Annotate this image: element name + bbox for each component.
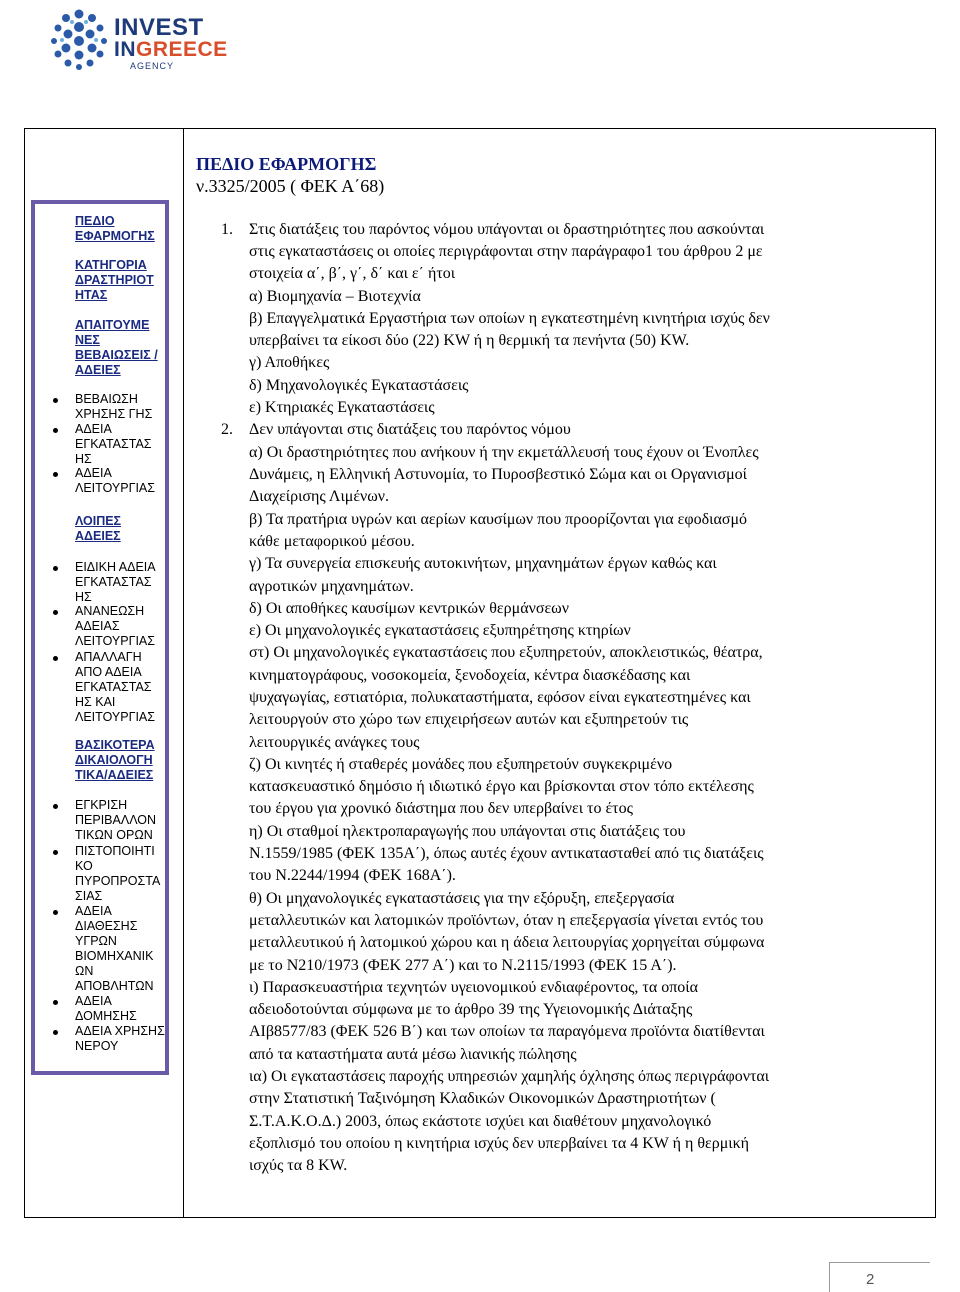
body-line: β) Επαγγελματικά Εργαστήρια των οποίων η εγκατεστημένη κινητήρια ισχύς δεν	[249, 310, 770, 327]
body-line: υπερβαίνει τα είκοσι δύο (22) KW ή η θερμική τα πενήντα (50) KW.	[249, 332, 690, 349]
sidebar-link-other-permits[interactable]: ΛΟΙΠΕΣ ΑΔΕΙΕΣ	[75, 514, 122, 543]
body-line: κινηματογράφους, νοσοκομεία, ξενοδοχεία, κέντρα διασκέδασης και	[249, 667, 691, 684]
divider-top	[24, 128, 936, 129]
sidebar-link-key-documents[interactable]: ΒΑΣΙΚΟΤΕΡΑ ΔΙΚΑΙΟΛΟΓΗ ΤΙΚΑ/ΑΔΕΙΕΣ	[75, 738, 155, 782]
sidebar-item-operation-permit[interactable]: ΑΔΕΙΑ ΛΕΙΤΟΥΡΓΙΑΣ	[75, 466, 155, 495]
sidebar-link-required-permits[interactable]: ΑΠΑΙΤΟΥΜΕ ΝΕΣ ΒΕΒΑΙΩΣΕΙΣ /ΑΔΕΙΕΣ	[75, 318, 158, 377]
body-line: α) Βιομηχανία – Βιοτεχνία	[249, 288, 421, 305]
body-line: ε) Κτηριακές Εγκαταστάσεις	[249, 399, 435, 416]
body-line: Δυνάμεις, η Ελληνική Αστυνομία, το Πυροσβεστικό Σώμα και οι Οργανισμοί	[249, 466, 747, 483]
body-line: ισχύς τα 8 KW.	[249, 1157, 348, 1174]
body-line: Δεν υπάγονται στις διατάξεις του παρόντος νόμου	[249, 421, 571, 438]
sidebar-item-exemption[interactable]: ΑΠΑΛΛΑΓΗ ΑΠΟ ΑΔΕΙΑ ΕΓΚΑΤΑΣΤΑΣ ΗΣ ΚΑΙ ΛΕΙΤΟΥΡΓΙΑΣ	[75, 650, 155, 724]
body-line: θ) Οι μηχανολογικές εγκαταστάσεις για την εξόρυξη, επεξεργασία	[249, 890, 675, 907]
law-reference: ν.3325/2005 ( ΦΕΚ Α΄68)	[196, 176, 385, 196]
divider-bottom	[24, 1217, 936, 1218]
sidebar-link-activity-category[interactable]: ΚΑΤΗΓΟΡΙΑ ΔΡΑΣΤΗΡΙΟΤ ΗΤΑΣ	[75, 258, 154, 302]
body-line: του Ν.2244/1994 (ΦΕΚ 168Α΄).	[249, 867, 456, 884]
body-line: μεταλλευτικού ή λατομικού χώρου και η άδεια λειτουργίας χορηγείται σύμφωνα	[249, 934, 765, 951]
body-line: ια) Οι εγκαταστάσεις παροχής υπηρεσιών χαμηλής όχλησης όπως περιγράφονται	[249, 1068, 770, 1085]
sidebar-nav	[31, 200, 169, 1075]
divider-middle	[183, 128, 184, 1218]
body-line: κάθε μεταφορικού μέσου.	[249, 533, 415, 550]
body-line: μεταλλευτικών και λατομικών προϊόντων, όταν η επεξεργασία γίνεται εντός του	[249, 912, 764, 929]
bullet-icon	[53, 472, 58, 477]
body-line: λειτουργούν στο χώρο των επιχειρήσεων αυτών και εξυπηρετούν τις	[249, 711, 689, 728]
body-line: γ) Τα συνεργεία επισκευής αυτοκινήτων, μηχανημάτων έργων καθώς και	[249, 555, 717, 572]
sidebar-item-wastewater-permit[interactable]: ΑΔΕΙΑ ΔΙΑΘΕΣΗΣ ΥΓΡΩΝ ΒΙΟΜΗΧΑΝΙΚ ΩΝ ΑΠΟΒΛΗΤΩΝ	[75, 904, 154, 993]
body-line: εξοπλισμό του οποίου η κινητήρια ισχύς δεν υπερβαίνει τα 4 KW ή η θερμική	[249, 1135, 750, 1152]
body-line: α) Οι δραστηριότητες που ανήκουν ή την εκμετάλλευσή τους έχουν οι Ένοπλες	[249, 444, 759, 461]
sidebar-item-environmental-approval[interactable]: ΕΓΚΡΙΣΗ ΠΕΡΙΒΑΛΛΟΝ ΤΙΚΩΝ ΟΡΩΝ	[75, 798, 157, 842]
body-line: στοιχεία α΄, β΄, γ΄, δ΄ και ε΄ ήτοι	[249, 265, 456, 282]
body-line: ι) Παρασκευαστήρια τεχνητών υγειονομικού ενδιαφέροντος, τα οποία	[249, 979, 698, 996]
logo-text-ingreece	[114, 38, 228, 62]
body-line: στην Στατιστική Ταξινόμηση Κλαδικών Οικονομικών Δραστηριοτήτων (	[249, 1090, 716, 1107]
divider-left	[24, 128, 25, 1218]
body-line: δ) Μηχανολογικές Εγκαταστάσεις	[249, 377, 469, 394]
invest-in-greece-logo	[48, 6, 248, 76]
body-line: από τα καταστήματα αυτά μέσω λιανικής πώλησης	[249, 1046, 577, 1063]
page-corner-v	[829, 1262, 830, 1292]
body-line: Ν.1559/1985 (ΦΕΚ 135Α΄), όπως αυτές έχουν αντικατασταθεί από τις διατάξεις	[249, 845, 764, 862]
logo-dots-icon	[48, 8, 110, 70]
sidebar-item-land-use[interactable]: ΒΕΒΑΙΩΣΗ ΧΡΗΣΗΣ ΓΗΣ	[75, 392, 153, 421]
page-corner-h	[830, 1262, 930, 1263]
bullet-icon	[53, 398, 58, 403]
body-line: ζ) Οι κινητές ή σταθερές μονάδες που εξυπηρετούν συγκεκριμένο	[249, 756, 673, 773]
body-line: Στις διατάξεις του παρόντος νόμου υπάγονται οι δραστηριότητες που ασκούνται	[249, 221, 765, 238]
body-line: ψυχαγωγίας, εστιατόρια, πολυκαταστήματα, εφόσον είναι εγκατεστημένες και	[249, 689, 751, 706]
logo-text-in: IN	[114, 38, 136, 61]
bullet-icon	[53, 850, 58, 855]
bullet-icon	[53, 610, 58, 615]
body-line: στ) Οι μηχανολογικές εγκαταστάσεις που εξυπηρετούν, αποκλειστικώς, θέατρα,	[249, 644, 763, 661]
body-line: Σ.Τ.Α.Κ.Ο.Δ.) 2003, όπως εκάστοτε ισχύει και διαθέτουν μηχανολογικό	[249, 1113, 712, 1130]
sidebar-link-scope[interactable]: ΠΕΔΙΟ ΕΦΑΡΜΟΓΗΣ	[75, 214, 155, 243]
body-line: γ) Αποθήκες	[249, 354, 330, 371]
bullet-icon	[53, 910, 58, 915]
body-line: Διαχείρισης Λιμένων.	[249, 488, 390, 505]
body-line: αδειοδοτούνται σύμφωνα με το άρθρο 39 της Υγειονομικής Διάταξης	[249, 1001, 693, 1018]
page-number: 2	[866, 1271, 875, 1288]
page-heading	[196, 153, 384, 197]
sidebar-item-installation-permit[interactable]: ΑΔΕΙΑ ΕΓΚΑΤΑΣΤΑΣ ΗΣ	[75, 422, 152, 466]
body-line: με το Ν210/1973 (ΦΕΚ 277 Α΄) και το Ν.2115/1993 (ΦΕΚ 15 Α΄).	[249, 957, 677, 974]
bullet-icon	[53, 804, 58, 809]
item-number-1: 1.	[221, 221, 233, 238]
body-line: ε) Οι μηχανολογικές εγκαταστάσεις εξυπηρέτησης κτηρίων	[249, 622, 631, 639]
body-line: λειτουργικές ανάγκες τους	[249, 734, 420, 751]
bullet-icon	[53, 428, 58, 433]
body-line: δ) Οι αποθήκες καυσίμων κεντρικών θερμάνσεων	[249, 600, 569, 617]
sidebar-item-fire-certificate[interactable]: ΠΙΣΤΟΠΟΙΗΤΙ ΚΟ ΠΥΡΟΠΡΟΣΤΑ ΣΙΑΣ	[75, 844, 160, 903]
logo-text-greece: GREECE	[136, 38, 228, 61]
body-line: κατασκευαστικό δημόσιο ή ιδιωτικό έργο και βρίσκονται στον τόπο εκτέλεσης	[249, 778, 754, 795]
page-title: ΠΕΔΙΟ ΕΦΑΡΜΟΓΗΣ	[196, 154, 377, 174]
sidebar-item-building-permit[interactable]: ΑΔΕΙΑ ΔΟΜΗΣΗΣ	[75, 994, 137, 1023]
body-line: β) Τα πρατήρια υγρών και αερίων καυσίμων που προορίζονται για εφοδιασμό	[249, 511, 748, 528]
bullet-icon	[53, 566, 58, 571]
logo-text-invest: INVEST	[114, 14, 204, 41]
sidebar-item-water-use-permit[interactable]: ΑΔΕΙΑ ΧΡΗΣΗΣ ΝΕΡΟΥ	[75, 1024, 165, 1053]
item-number-2: 2.	[221, 421, 233, 438]
bullet-icon	[53, 1030, 58, 1035]
sidebar-item-permit-renewal[interactable]: ΑΝΑΝΕΩΣΗ ΑΔΕΙΑΣ ΛΕΙΤΟΥΡΓΙΑΣ	[75, 604, 155, 648]
bullet-icon	[53, 1000, 58, 1005]
divider-right	[935, 128, 936, 1218]
body-line: του έργου για χρονικό διάστημα που δεν υπερβαίνει το έτος	[249, 800, 633, 817]
body-line: αγροτικών μηχανημάτων.	[249, 578, 414, 595]
body-line: στις εγκαταστάσεις οι οποίες περιγράφονται στην παράγραφο1 του άρθρου 2 με	[249, 243, 763, 260]
sidebar-item-special-permit[interactable]: ΕΙΔΙΚΗ ΑΔΕΙΑ ΕΓΚΑΤΑΣΤΑΣ ΗΣ	[75, 560, 155, 604]
bullet-icon	[53, 656, 58, 661]
body-line: ΑΙβ8577/83 (ΦΕΚ 526 Β΄) και των οποίων τα παραγόμενα προϊόντα διατίθενται	[249, 1023, 765, 1040]
logo-text-agency: AGENCY	[130, 61, 175, 71]
body-line: η) Οι σταθμοί ηλεκτροπαραγωγής που υπάγονται στις διατάξεις του	[249, 823, 686, 840]
